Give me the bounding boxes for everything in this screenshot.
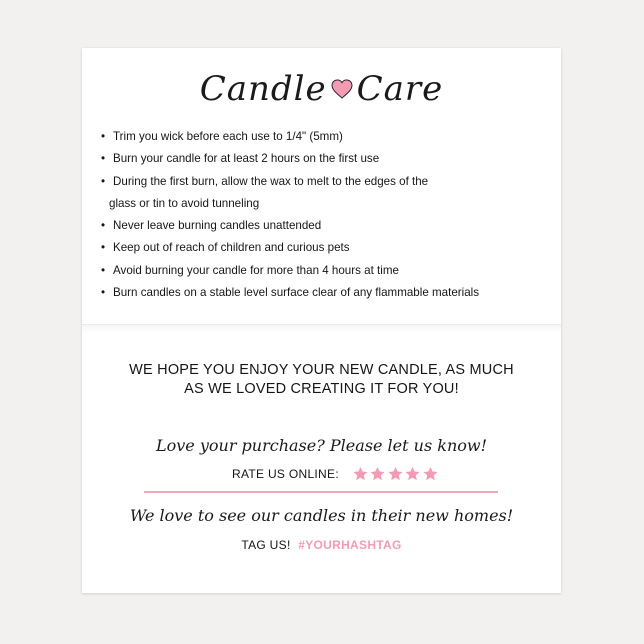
rating-stars <box>352 466 440 482</box>
candle-care-card <box>82 48 561 593</box>
list-item: • During the first burn, allow the wax to melt to the edges of the <box>101 171 551 193</box>
logo-word-care: Care <box>356 69 444 109</box>
review-request-script: Love your purchase? Please let us know! <box>155 436 488 455</box>
list-item: • Burn candles on a stable level surface clear of any flammable materials <box>101 282 551 304</box>
star-icon <box>369 466 386 482</box>
star-icon <box>422 466 439 482</box>
logo-word-candle: Candle <box>199 69 327 109</box>
star-icon <box>387 466 404 482</box>
rate-us-label: RATE US ONLINE: <box>232 467 339 481</box>
headline-line-2: AS WE LOVED CREATING IT FOR YOU! <box>184 381 459 397</box>
list-item: • Avoid burning your candle for more than 4 hours at time <box>101 260 551 282</box>
star-icon <box>404 466 421 482</box>
star-icon <box>352 466 369 482</box>
list-item: • Burn your candle for at least 2 hours on the first use <box>101 148 551 170</box>
care-instructions-list <box>101 126 551 304</box>
tag-us-row <box>82 538 561 552</box>
heart-icon <box>331 79 353 99</box>
headline-line-1: WE HOPE YOU ENJOY YOUR NEW CANDLE, AS MUCH <box>129 362 514 378</box>
rate-us-row <box>232 465 439 483</box>
pink-divider <box>144 491 498 493</box>
list-item: • Keep out of reach of children and curious pets <box>101 237 551 259</box>
list-item-continuation: glass or tin to avoid tunneling <box>109 196 260 210</box>
social-script: We love to see our candles in their new homes! <box>129 506 514 525</box>
hashtag: #YOURHASHTAG <box>298 538 402 552</box>
card-fold-line <box>82 324 561 339</box>
tag-us-label: TAG US! <box>241 538 291 552</box>
list-item: • Never leave burning candles unattended <box>101 215 551 237</box>
candle-care-logo <box>82 60 561 118</box>
thank-you-headline <box>82 361 561 399</box>
list-item: • Trim you wick before each use to 1/4" (5mm) <box>101 126 551 148</box>
